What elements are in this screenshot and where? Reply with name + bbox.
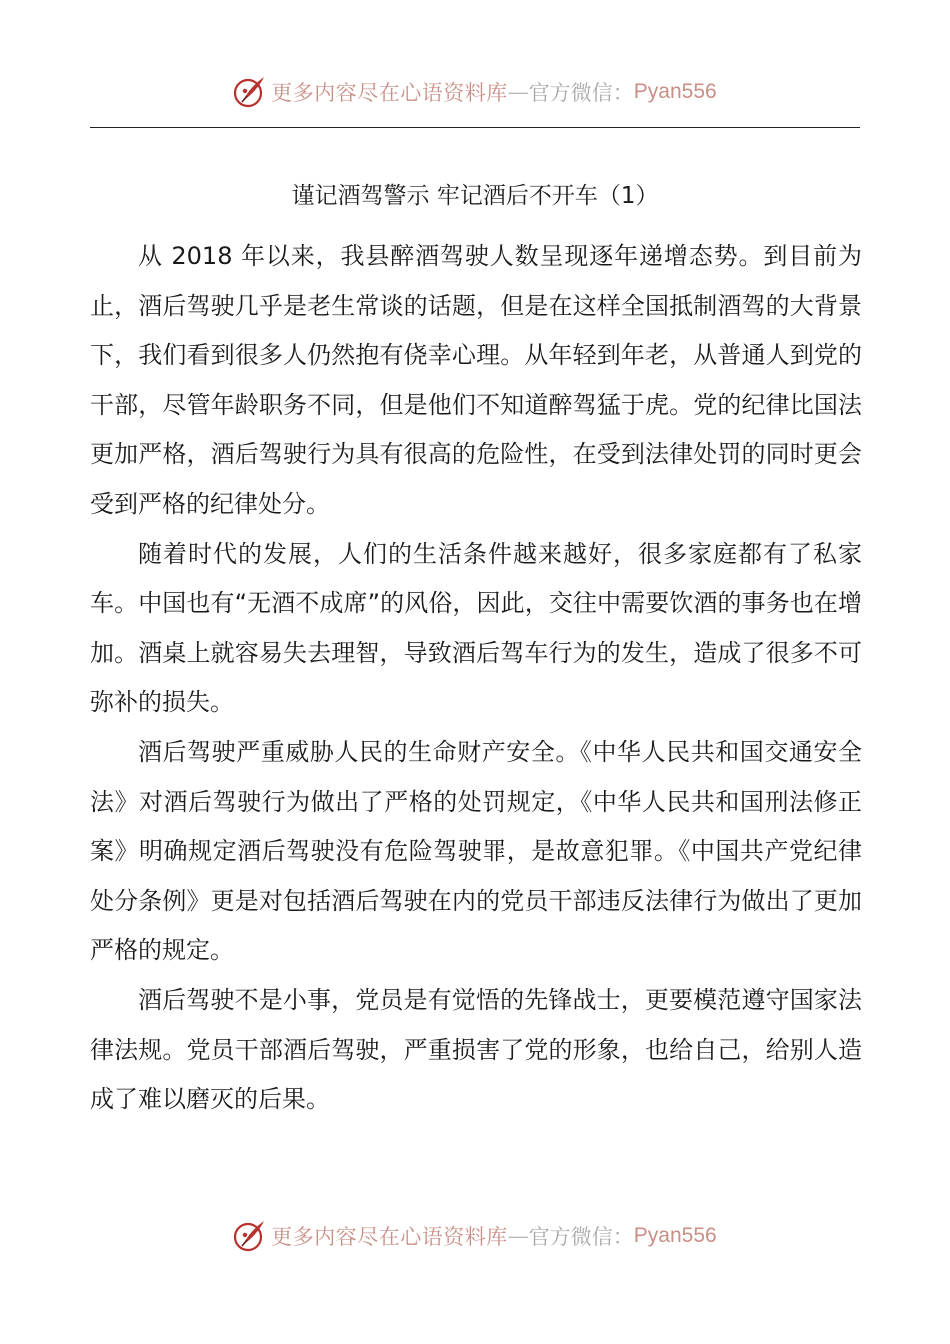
banner-separator: — [507,80,529,104]
footer-banner [0,1214,950,1258]
header-divider [90,127,860,128]
banner-text: 更多内容尽在心语资料库 [271,81,508,105]
quill-pen-logo-icon [233,1219,267,1253]
wechat-id: Pyan556 [633,1224,717,1247]
paragraph-1: 从 2018 年以来，我县醉酒驾驶人数呈现逐年递增态势。到目前为止，酒后驾驶几乎是老生常谈的话题，但是在这样全国抵制酒驾的大背景下，我们看到很多人仍然抱有侥幸心理。从年轻到年老，从普通人到党的干部，尽管年龄职务不同，但是他们不知道醉驾猛于虎。党的纪律比国法更加严格，酒后驾驶行为具有很高的危险性，在受到法律处罚的同时更会受到严格的纪律处分。 [90,242,862,518]
header-banner [0,70,950,114]
banner-text: 更多内容尽在心语资料库 [271,1225,508,1249]
paragraph-3: 酒后驾驶严重威胁人民的生命财产安全。《中华人民共和国交通安全法》对酒后驾驶行为做出了严格的处罚规定，《中华人民共和国刑法修正案》明确规定酒后驾驶没有危险驾驶罪，是故意犯罪。《中国共产党纪律处分条例》更是对包括酒后驾驶在内的党员干部违反法律行为做出了更加严格的规定。 [90,737,862,965]
document-body [90,232,862,1125]
wechat-label: 官方微信： [528,81,634,105]
banner-separator: — [507,1224,529,1248]
wechat-id: Pyan556 [633,80,717,103]
wechat-label: 官方微信： [528,1225,634,1249]
paragraph-2: 随着时代的发展，人们的生活条件越来越好，很多家庭都有了私家车。中国也有“无酒不成席”的风俗，因此，交往中需要饮酒的事务也在增加。酒桌上就容易失去理智，导致酒后驾车行为的发生，造成了很多不可弥补的损失。 [90,539,862,717]
quill-pen-logo-icon [233,75,267,109]
document-title: 谨记酒驾警示 牢记酒后不开车（1） [291,183,659,209]
paragraph-4: 酒后驾驶不是小事，党员是有觉悟的先锋战士，更要模范遵守国家法律法规。党员干部酒后驾驶，严重损害了党的形象，也给自己，给别人造成了难以磨灭的后果。 [90,985,862,1114]
